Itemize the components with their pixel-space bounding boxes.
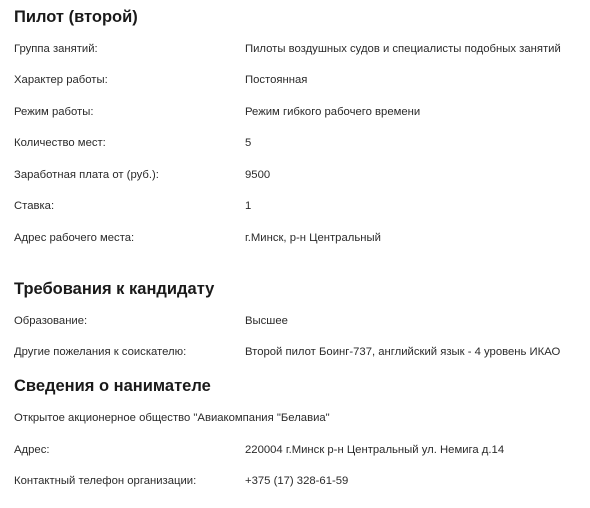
employer-name-row	[14, 410, 584, 426]
field-label: Заработная плата от (руб.):	[14, 169, 159, 181]
field-label: Образование:	[14, 315, 88, 327]
field-row-other-wishes	[14, 344, 584, 360]
field-label: Другие пожелания к соискателю:	[14, 346, 187, 358]
field-label: Ставка:	[14, 200, 55, 212]
field-value: Высшее	[245, 315, 288, 327]
field-label: Адрес:	[14, 444, 50, 456]
field-row-work-schedule	[14, 104, 584, 120]
field-value: 9500	[245, 169, 271, 181]
field-value: 1	[245, 200, 252, 212]
field-value: +375 (17) 328-61-59	[245, 475, 349, 487]
field-row-employer-phone	[14, 473, 584, 489]
requirements-title: Требования к кандидату	[14, 280, 215, 298]
field-value: г.Минск, р-н Центральный	[245, 232, 381, 244]
field-row-rate	[14, 198, 584, 214]
field-label: Режим работы:	[14, 106, 94, 118]
field-value: Пилоты воздушных судов и специалисты подобных занятий	[245, 43, 561, 55]
field-label: Количество мест:	[14, 137, 106, 149]
field-label: Характер работы:	[14, 74, 108, 86]
field-row-positions-count	[14, 135, 584, 151]
field-value: 5	[245, 137, 252, 149]
field-row-work-type	[14, 72, 584, 88]
field-row-work-address	[14, 230, 584, 246]
field-value: 220004 г.Минск р-н Центральный ул. Немига д.14	[245, 444, 505, 456]
field-label: Адрес рабочего места:	[14, 232, 135, 244]
vacancy-title: Пилот (второй)	[14, 8, 138, 26]
field-value: Постоянная	[245, 74, 308, 86]
field-label: Контактный телефон организации:	[14, 475, 197, 487]
field-label: Группа занятий:	[14, 43, 98, 55]
field-row-salary	[14, 167, 584, 183]
field-row-education	[14, 313, 584, 329]
field-value: Второй пилот Боинг-737, английский язык - 4 уровень ИКАО	[245, 346, 561, 358]
field-value: Режим гибкого рабочего времени	[245, 106, 421, 118]
field-row-employer-address	[14, 442, 584, 458]
field-row-occupation-group	[14, 41, 584, 57]
employer-title: Сведения о нанимателе	[14, 377, 211, 395]
employer-name: Открытое акционерное общество "Авиакомпания "Белавиа"	[14, 412, 330, 424]
